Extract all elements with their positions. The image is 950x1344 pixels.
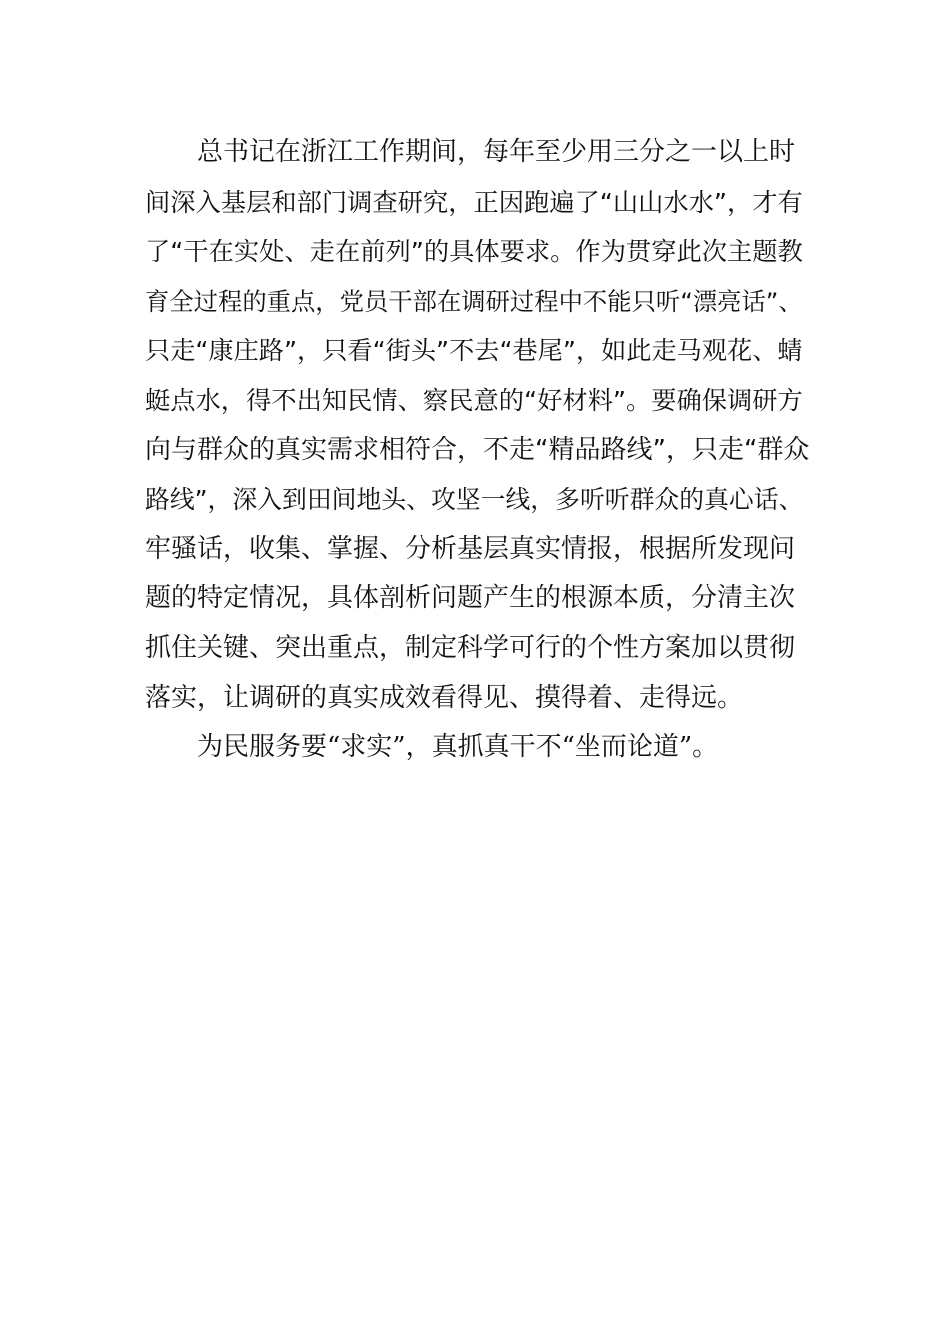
paragraph-line: 落实，让调研的真实成效看得见、摸得着、走得远。	[145, 682, 744, 713]
paragraph-line: 总书记在浙江工作期间，每年至少用三分之一以上时	[197, 137, 796, 167]
paragraph-line: 育全过程的重点，党员干部在调研过程中不能只听“漂亮话”、	[145, 286, 803, 316]
paragraph-line: 题的特定情况，具体剖析问题产生的根源本质，分清主次	[145, 583, 796, 614]
paragraph-line: 间深入基层和部门调查研究，正因跑遍了“山山水水”，才有	[145, 187, 803, 217]
paragraph-line: 蜓点水，得不出知民情、察民意的“好材料”。要确保调研方	[145, 385, 803, 415]
paragraph-line: 了“干在实处、走在前列”的具体要求。作为贯穿此次主题教	[145, 237, 803, 267]
paragraph-line: 路线”，深入到田间地头、攻坚一线，多听听群众的真心话、	[145, 485, 804, 515]
document-body	[145, 128, 810, 773]
paragraph-line: 抓住关键、突出重点，制定科学可行的个性方案加以贯彻	[145, 632, 796, 663]
paragraph-line: 向与群众的真实需求相符合，不走“精品路线”，只走“群众	[145, 434, 810, 465]
section-heading: 为民服务要“求实”，真抓真干不“坐而论道”。	[197, 732, 719, 763]
paragraph-line: 只走“康庄路”，只看“街头”不去“巷尾”，如此走马观花、蜻	[145, 336, 803, 366]
paragraph-line: 牢骚话，收集、掌握、分析基层真实情报，根据所发现问	[145, 533, 796, 564]
paragraph-research	[145, 128, 810, 723]
